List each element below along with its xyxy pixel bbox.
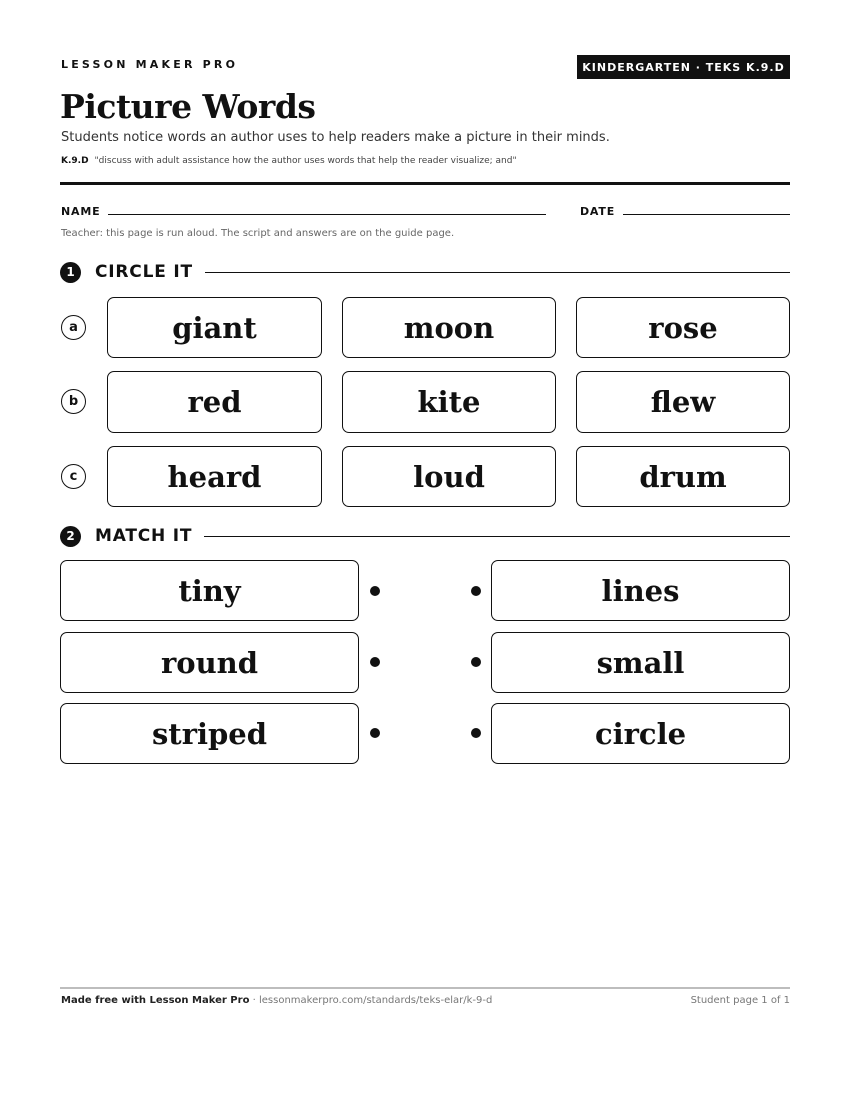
match-right-card[interactable]: lines <box>491 560 790 621</box>
match-dot-left[interactable] <box>370 586 380 596</box>
standard-line <box>61 156 517 166</box>
name-label: NAME <box>61 205 101 218</box>
match-left-card[interactable]: striped <box>60 703 359 764</box>
footer-url[interactable]: lessonmakerpro.com/standards/teks-elar/k-9-d <box>258 995 493 1006</box>
word-card[interactable]: red <box>107 371 322 433</box>
name-field-line[interactable] <box>108 214 546 215</box>
teacher-note: Teacher: this page is run aloud. The script and answers are on the guide page. <box>61 228 455 239</box>
section-number: 1 <box>60 262 81 283</box>
section-2-header <box>60 524 790 548</box>
footer-separator: · <box>249 995 259 1006</box>
word-card[interactable]: loud <box>342 446 556 507</box>
date-field-line[interactable] <box>623 214 790 215</box>
standard-code: K.9.D <box>61 156 89 166</box>
grade-badge: KINDERGARTEN · TEKS K.9.D <box>577 55 790 79</box>
section-title: MATCH IT <box>95 526 193 546</box>
page-title: Picture Words <box>60 87 316 126</box>
word-card[interactable]: kite <box>342 371 556 433</box>
row-label-c: c <box>61 464 86 489</box>
word-card[interactable]: giant <box>107 297 322 358</box>
header-divider <box>60 182 790 185</box>
match-right-card[interactable]: small <box>491 632 790 693</box>
footer-brand: Made free with Lesson Maker Pro <box>61 995 250 1006</box>
row-label-b: b <box>61 389 86 414</box>
section-rule <box>205 272 790 273</box>
section-number: 2 <box>60 526 81 547</box>
brand-name: LESSON MAKER PRO <box>61 58 239 71</box>
section-title: CIRCLE IT <box>95 262 193 282</box>
section-1-header <box>60 260 790 284</box>
word-card[interactable]: rose <box>576 297 790 358</box>
footer-credit <box>61 995 492 1006</box>
match-left-card[interactable]: tiny <box>60 560 359 621</box>
match-dot-left[interactable] <box>370 728 380 738</box>
match-left-card[interactable]: round <box>60 632 359 693</box>
word-card[interactable]: moon <box>342 297 556 358</box>
match-dot-left[interactable] <box>370 657 380 667</box>
footer-divider <box>60 987 790 989</box>
page-subtitle: Students notice words an author uses to help readers make a picture in their minds. <box>61 130 610 145</box>
footer-page-number: Student page 1 of 1 <box>690 995 790 1006</box>
match-dot-right[interactable] <box>471 728 481 738</box>
standard-text: "discuss with adult assistance how the author uses words that help the reader visualize; and" <box>94 156 517 166</box>
match-dot-right[interactable] <box>471 586 481 596</box>
word-card[interactable]: flew <box>576 371 790 433</box>
date-label: DATE <box>580 205 616 218</box>
section-rule <box>204 536 790 537</box>
match-dot-right[interactable] <box>471 657 481 667</box>
match-right-card[interactable]: circle <box>491 703 790 764</box>
word-card[interactable]: heard <box>107 446 322 507</box>
row-label-a: a <box>61 315 86 340</box>
word-card[interactable]: drum <box>576 446 790 507</box>
